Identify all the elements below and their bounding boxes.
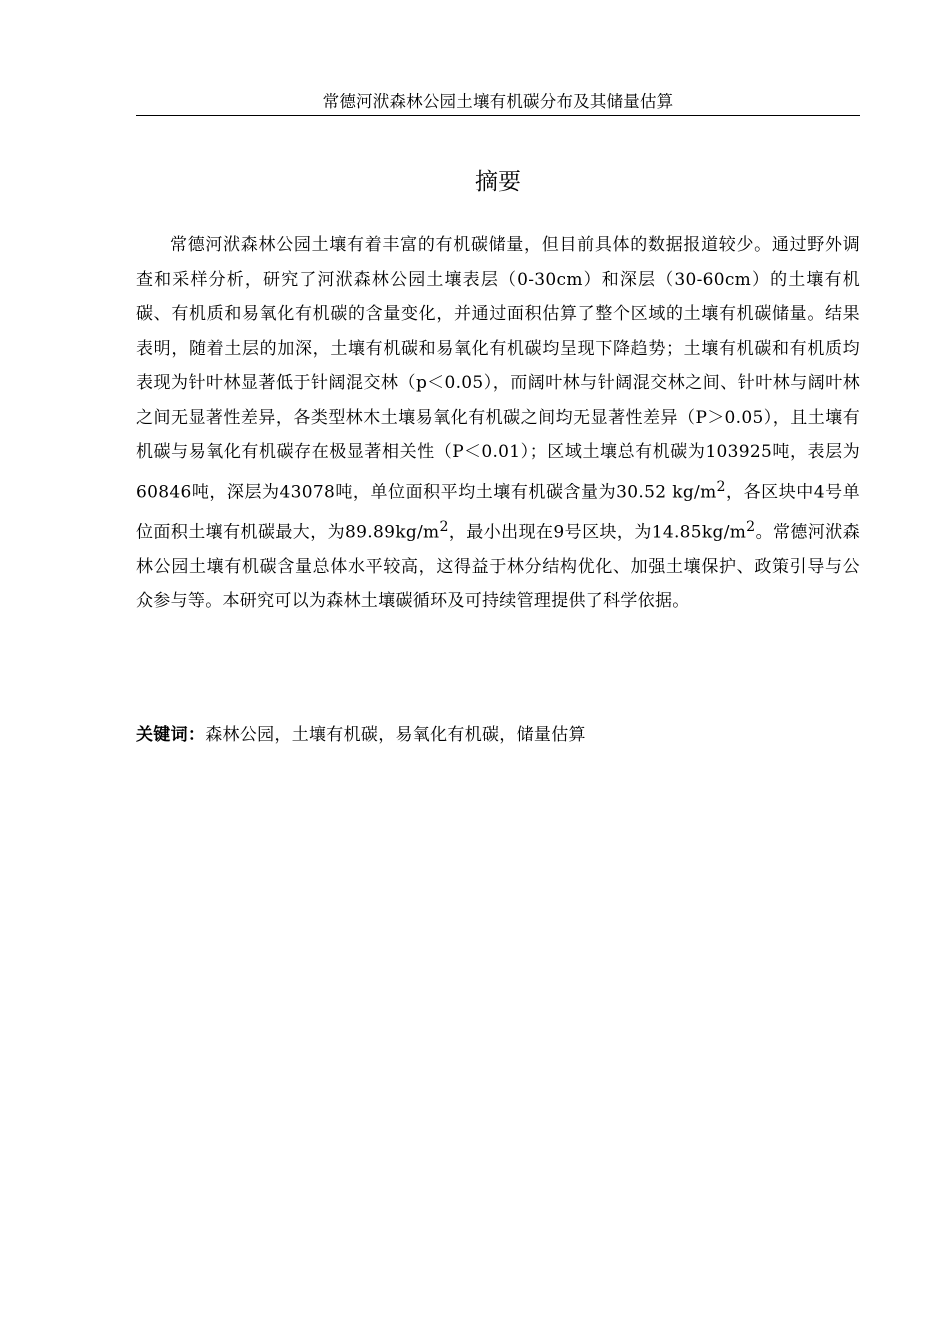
abstract-text-part-2: ，各区块中4号单位面积土壤有机碳最大，为89.89kg/m xyxy=(136,482,861,543)
abstract-heading: 摘要 xyxy=(475,169,521,195)
abstract-paragraph xyxy=(136,228,860,619)
abstract-text-part-1: 常德河洑森林公园土壤有着丰富的有机碳储量，但目前具体的数据报道较少。通过野外调查和采样分析，研究了河洑森林公园土壤表层（0-30cm）和深层（30-60cm）的土壤有机碳、有机质和易氧化有机碳的含量变化，并通过面积估算了整个区域的土壤有机碳储量。结果表明，随着土层的加深，土壤有机碳和易氧化有机碳均呈现下降趋势；土壤有机碳和有机质均表现为针叶林显著低于针阔混交林（p＜0.05），而阔叶林与针阔混交林之间、针叶林与阔叶林之间无显著性差异，各类型林木土壤易氧化有机碳之间均无显著性差异（P＞0.05），且土壤有机碳与易氧化有机碳存在极显著相关性（P＜0.01）；区域土壤总有机碳为103925吨，表层为60846吨，深层为43078吨，单位面积平均土壤有机碳含量为30.52 kg/m xyxy=(136,235,860,503)
keywords-text: 森林公园，土壤有机碳，易氧化有机碳，储量估算 xyxy=(205,725,586,745)
superscript-2: 2 xyxy=(716,478,726,495)
superscript-2: 2 xyxy=(746,518,756,535)
running-header xyxy=(136,90,860,116)
abstract-text-part-3: ，最小出现在9号区块，为14.85kg/m xyxy=(448,522,747,543)
keywords-label: 关键词： xyxy=(136,725,206,745)
keywords-line xyxy=(136,718,860,752)
superscript-2: 2 xyxy=(439,518,449,535)
abstract-text-part-4: 。常德河洑森林公园土壤有机碳含量总体水平较高，这得益于林分结构优化、加强土壤保护、政策引导与公众参与等。本研究可以为森林土壤碳循环及可持续管理提供了科学依据。 xyxy=(136,522,860,612)
running-header-title: 常德河洑森林公园土壤有机碳分布及其储量估算 xyxy=(322,92,674,111)
